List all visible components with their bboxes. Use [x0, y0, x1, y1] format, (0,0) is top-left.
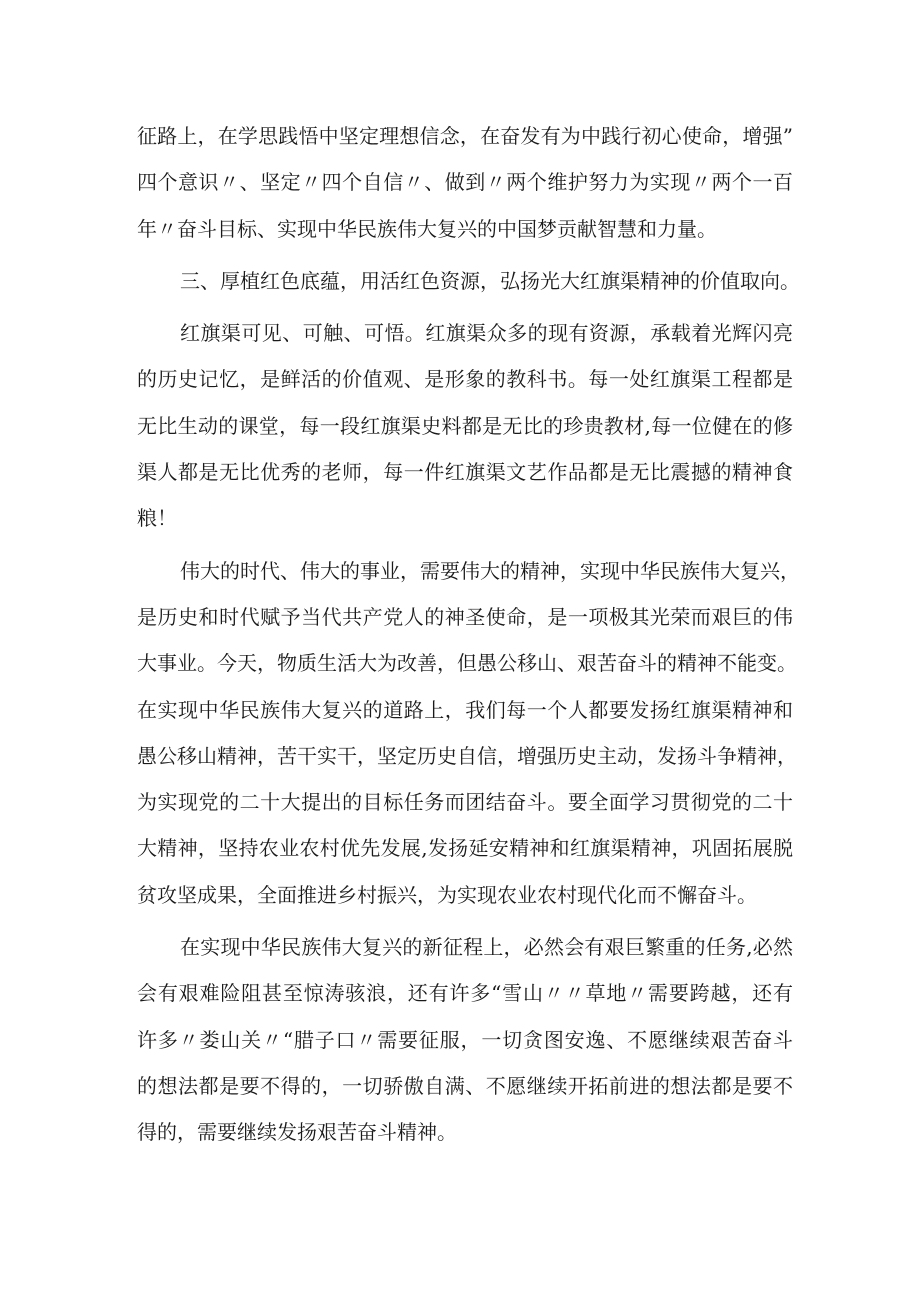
text-line: 征路上，在学思践悟中坚定理想信念，在奋发有为中践行初心使命，增强” — [137, 124, 793, 148]
text-line: 的历史记忆，是鲜活的价值观、是形象的教科书。每一处红旗渠工程都是 — [137, 367, 793, 392]
document-body — [137, 113, 800, 1156]
text-line: 的想法都是要不得的，一切骄傲自满、不愿继续开拓前进的想法都是要不 — [137, 1073, 793, 1098]
paragraph — [137, 310, 793, 541]
text-line: 会有艰难险阻甚至惊涛骇浪，还有许多“雪山〃〃草地〃需要跨越，还有 — [137, 981, 793, 1006]
text-line: 四个意识〃、坚定〃四个自信〃、做到〃两个维护努力为实现〃两个一百 — [137, 170, 793, 195]
text-line: 渠人都是无比优秀的老师，每一件红旗渠文艺作品都是无比震撼的精神食 — [137, 460, 793, 485]
text-line: 在实现中华民族伟大复兴的道路上，我们每一个人都要发扬红旗渠精神和 — [137, 697, 793, 722]
section-heading — [137, 258, 800, 304]
text-line: 愚公移山精神，苦干实干，坚定历史自信，增强历史主动，发扬斗争精神， — [137, 743, 797, 768]
paragraph — [137, 113, 793, 252]
text-line: 许多〃娄山关〃“腊子口〃需要征服，一切贪图安逸、不愿继续艰苦奋斗 — [137, 1027, 793, 1052]
text-line: 得的，需要继续发扬艰苦奋斗精神。 — [137, 1120, 457, 1145]
text-line: 贫攻坚成果，全面推进乡村振兴，为实现农业农村现代化而不懈奋斗。 — [137, 882, 757, 907]
text-line: 粮！ — [137, 506, 177, 531]
text-line: 无比生动的课堂，每一段红旗渠史料都是无比的珍贵教材,每一位健在的修 — [137, 413, 793, 438]
text-line: 是历史和时代赋予当代共产党人的神圣使命，是一项极其光荣而艰巨的伟 — [137, 604, 793, 629]
text-line: 在实现中华民族伟大复兴的新征程上，必然会有艰巨繁重的任务,必然 — [180, 935, 793, 960]
text-line: 为实现党的二十大提出的目标任务而团结奋斗。要全面学习贯彻党的二十 — [137, 790, 793, 815]
text-line: 年〃奋斗目标、实现中华民族伟大复兴的中国梦贡献智慧和力量。 — [137, 216, 717, 241]
paragraph — [137, 924, 793, 1155]
text-line: 三、厚植红色底蕴，用活红色资源，弘扬光大红旗渠精神的价值取向。 — [180, 268, 800, 293]
text-line: 伟大的时代、伟大的事业，需要伟大的精神，实现中华民族伟大复兴， — [180, 558, 800, 583]
text-line: 大精神，坚持农业农村优先发展,发扬延安精神和红旗渠精神，巩固拓展脱 — [137, 836, 793, 861]
paragraph — [137, 548, 800, 918]
text-line: 大事业。今天，物质生活大为改善，但愚公移山、艰苦奋斗的精神不能变。 — [137, 651, 797, 676]
text-line: 红旗渠可见、可触、可悟。红旗渠众多的现有资源，承载着光辉闪亮 — [180, 321, 793, 346]
